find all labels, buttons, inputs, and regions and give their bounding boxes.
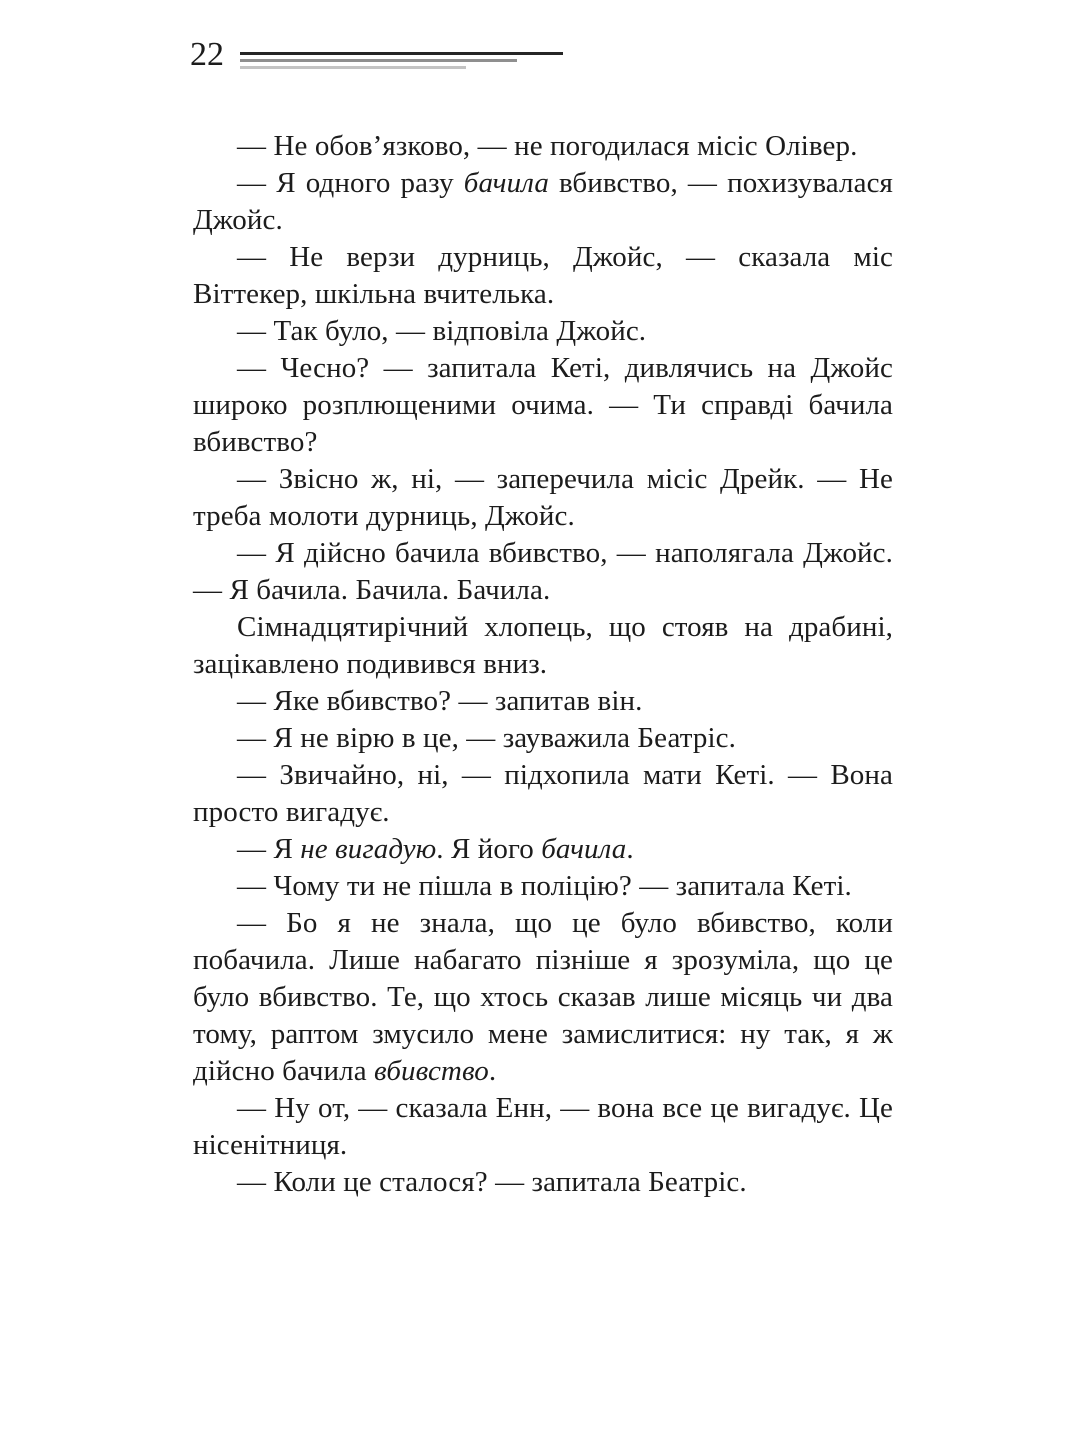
text-segment: . Я його [436, 833, 542, 865]
paragraph [193, 313, 893, 350]
emphasized-text: вбивство [374, 1055, 489, 1087]
header-rule-line [240, 59, 517, 62]
text-segment: вбивство, — похизувалася Джойс. [193, 167, 893, 236]
emphasized-text: бачила [463, 167, 549, 199]
paragraph [193, 868, 893, 905]
paragraph [193, 461, 893, 535]
text-segment: — Коли це сталося? — запитала Беатріс. [237, 1166, 747, 1198]
text-segment: Сімнадцятирічний хлопець, що стояв на драбині, зацікавлено подивився вниз. [193, 611, 893, 680]
text-segment: — Я дійсно бачила вбивство, — наполягала Джойс. — Я бачила. Бачила. Бачила. [193, 537, 893, 606]
text-segment: — Звичайно, ні, — підхопила мати Кеті. — Вона просто вигадує. [193, 759, 893, 828]
text-segment: — Чому ти не пішла в поліцію? — запитала Кеті. [237, 870, 852, 902]
paragraph [193, 905, 893, 1090]
text-block [193, 128, 893, 1201]
text-segment: — Так було, — відповіла Джойс. [237, 315, 647, 347]
text-segment: — Звісно ж, ні, — заперечила місіс Дрейк. — Не треба молоти дурниць, Джойс. [193, 463, 893, 532]
text-segment: — Не обов’язково, — не погодилася місіс Олівер. [237, 130, 858, 162]
paragraph [193, 757, 893, 831]
text-segment: . [626, 833, 634, 865]
text-segment: — Не верзи дурниць, Джойс, — сказала міс Віттекер, шкільна вчителька. [193, 241, 893, 310]
header-rule-line [240, 52, 563, 55]
paragraph [193, 1090, 893, 1164]
emphasized-text: не вигадую [300, 833, 437, 865]
paragraph [193, 683, 893, 720]
text-segment: — Я не вірю в це, — зауважила Беатріс. [237, 722, 736, 754]
page-number: 22 [190, 36, 224, 73]
text-segment: — Ну от, — сказала Енн, — вона все це вигадує. Це нісенітниця. [193, 1092, 893, 1161]
text-segment: — Чесно? — запитала Кеті, дивлячись на Джойс широко розплющеними очима. — Ти справді бачила вбивство? [193, 352, 893, 458]
paragraph [193, 535, 893, 609]
page-header [190, 36, 890, 86]
paragraph [193, 239, 893, 313]
emphasized-text: бачила [541, 833, 627, 865]
text-segment: — Яке вбивство? — запитав він. [237, 685, 643, 717]
paragraph [193, 831, 893, 868]
text-segment: — Я одного разу [237, 167, 464, 199]
text-segment: . [488, 1055, 497, 1087]
text-segment: — Бо я не знала, що це було вбивство, коли побачила. Лише набагато пізніше я зрозуміла, що це було вбивство. Те, що хтось сказав лише місяць чи два тому, раптом змусило мене замислитися: ну так, я ж дійсно бачила [193, 907, 893, 1087]
paragraph [193, 1164, 893, 1201]
text-segment: — Я [237, 833, 301, 865]
paragraph [193, 128, 893, 165]
header-rule-line [240, 66, 466, 69]
paragraph [193, 720, 893, 757]
paragraph [193, 350, 893, 461]
paragraph [193, 165, 893, 239]
header-decorative-rule [240, 52, 563, 73]
paragraph [193, 609, 893, 683]
